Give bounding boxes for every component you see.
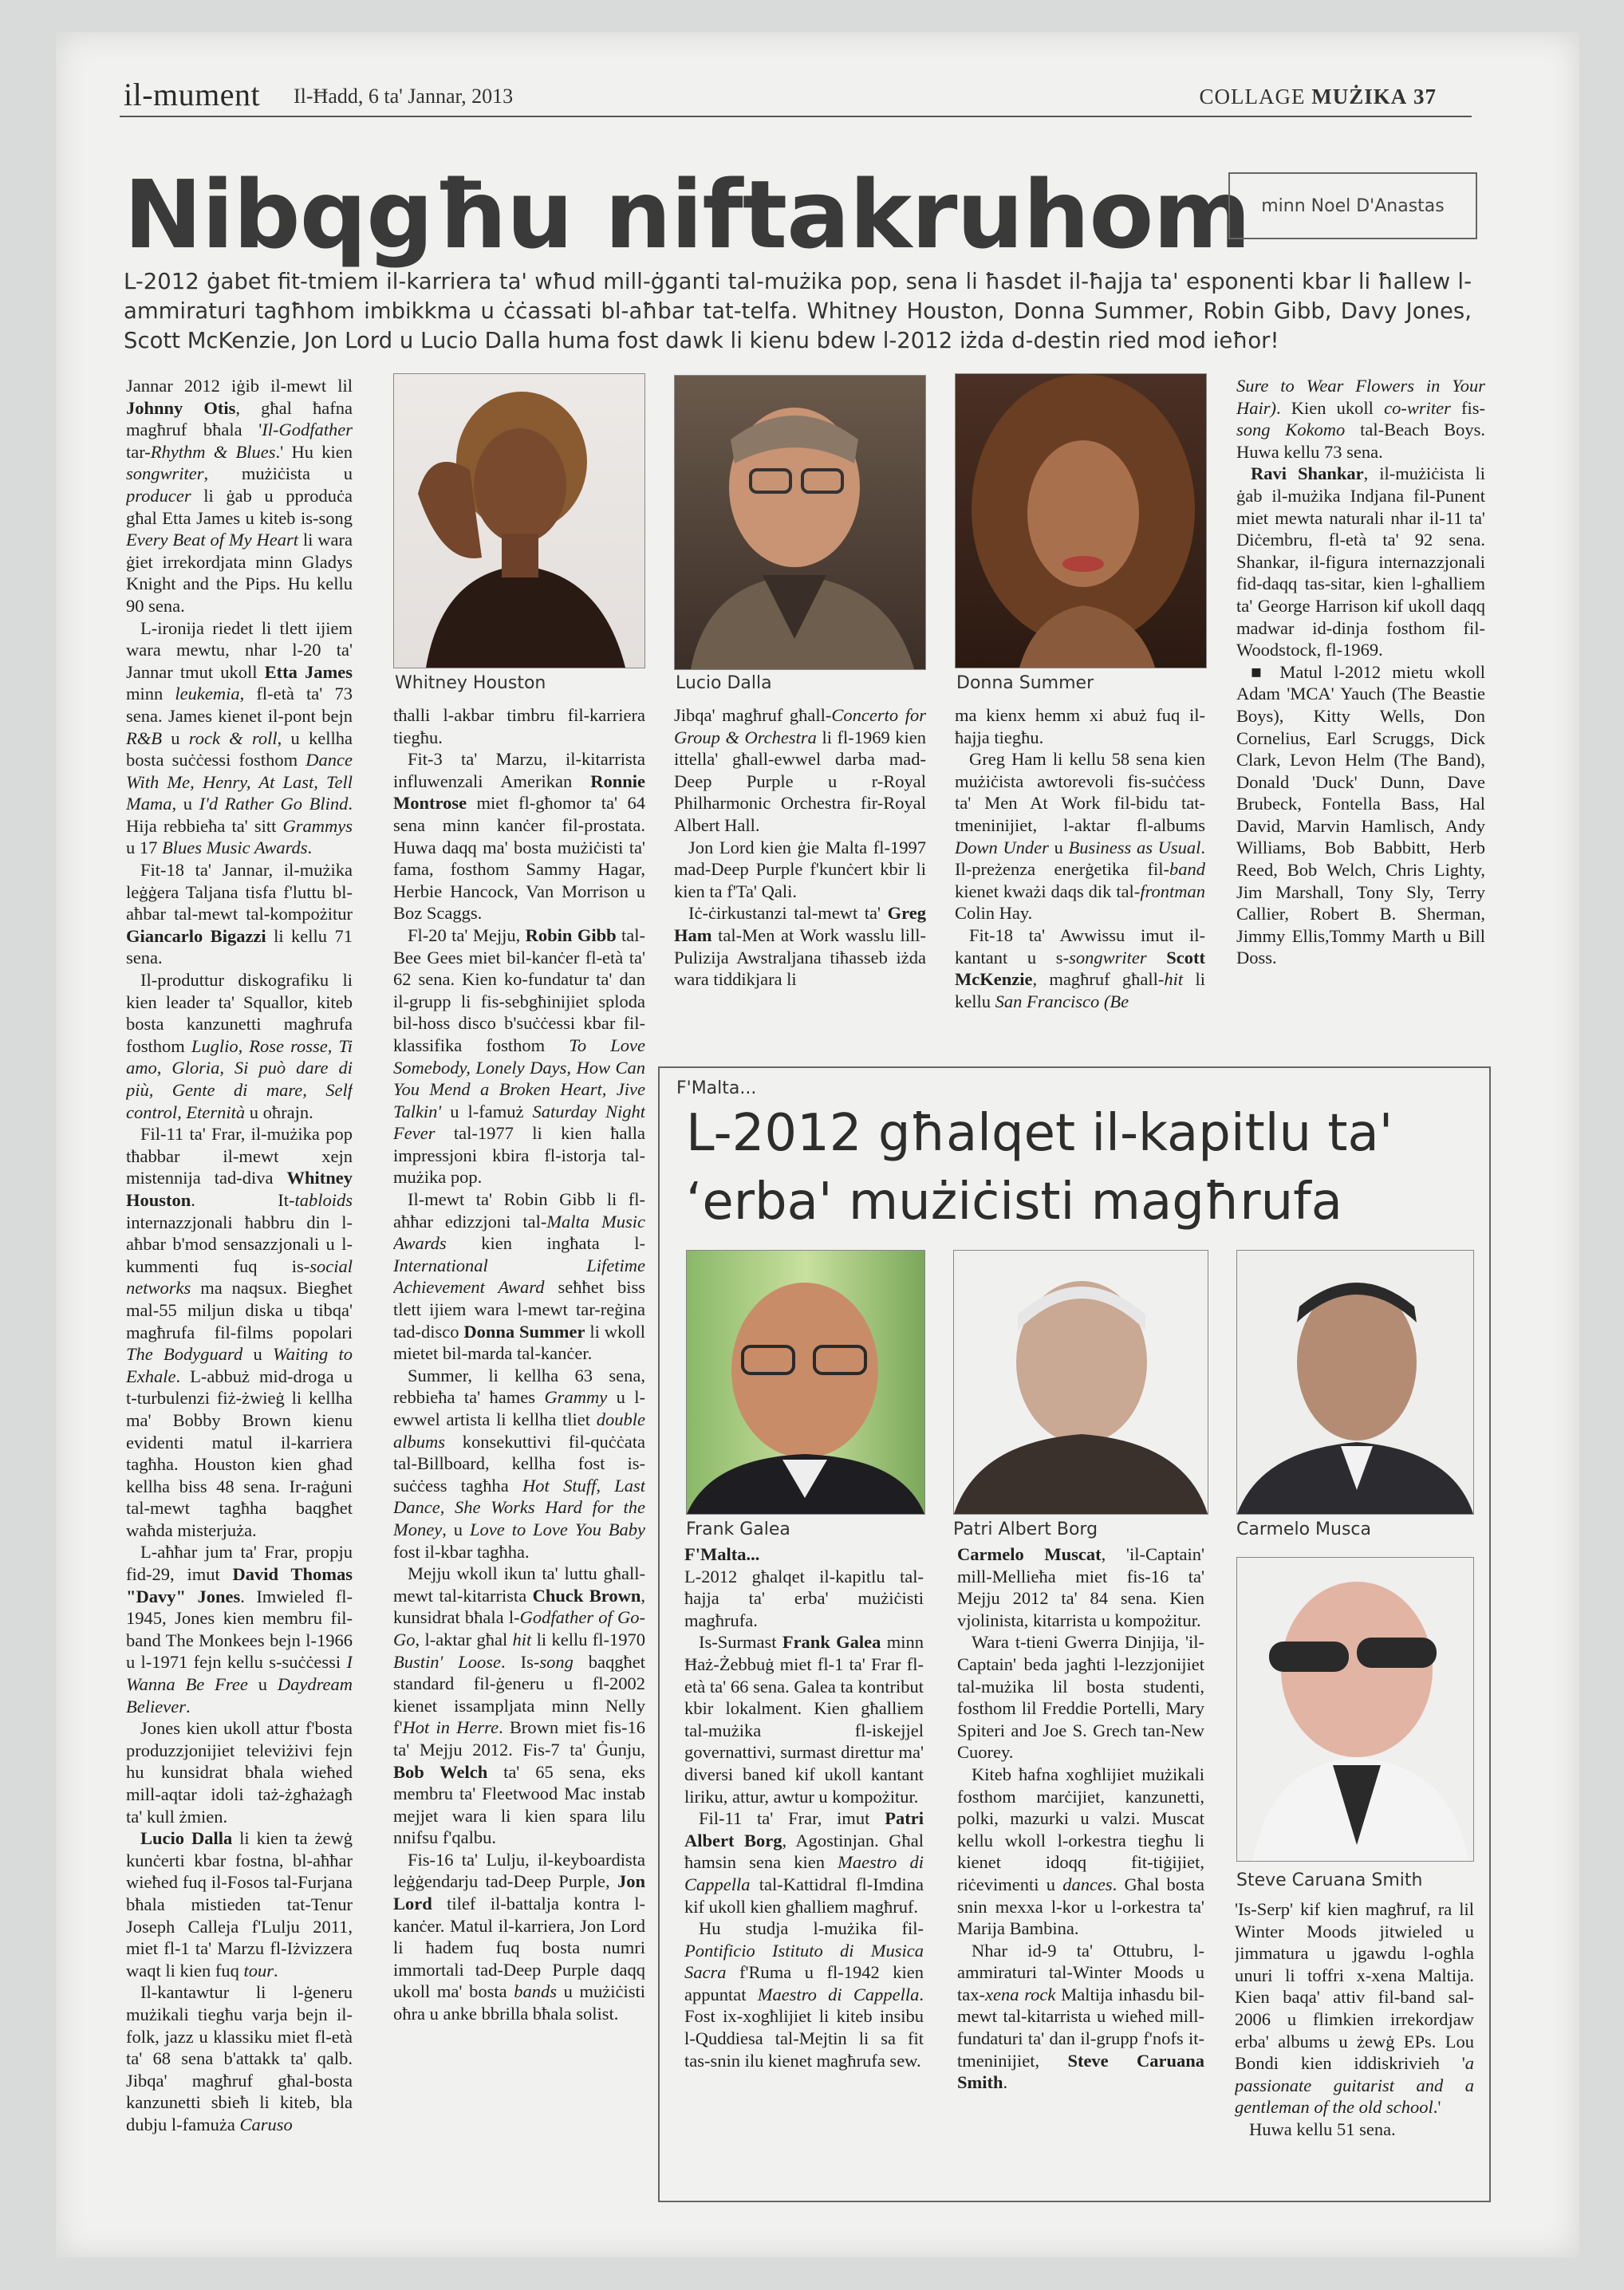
portrait-man-icon [954,1251,1208,1514]
page-number: 37 [1413,85,1437,108]
article-column-2: tħalli l-akbar timbru fil-karriera tiegħu. Fit-3 ta' Marzu, il-kitarrista influwenzali Amerikan Ronnie Montrose miet fl-għomor ta' 64 sena minn kanċer fil-prostata. Huwa daqq ma' bosta mużiċisti ta' fama, fosthom Sammy Hagar, Herbie Hancock, Van Morrison u Boz Scaggs. Fl-20 ta' Mejju, Robin Gibb tal-Bee Gees miet bil-kanċer fl-età ta' 62 sena. Kien ko-fundatur ta' dan il-grupp li fis-sebgħinijiet sploda bil-hoss disco b'suċċessi kbar fil-klassifika fosthom To Love Somebody, Lonely Days, How Can You Mend a Broken Heart, Jive Talkin' u l-famuż Saturday Night Fever tal-1977 li kien ħalla impressjoni kbira fl-istorja tal-mużika pop. Il-mewt ta' Robin Gibb li fl-aħħar edizzjoni tal-Malta Music Awards kien ingħata l-International Lifetime Achievement Award seħħet biss tlett ijiem wara l-mewt tar-reġina tad-disco Donna Summer li wkoll mietet bil-marda tal-kanċer. Summer, li kellha 63 sena, rebbieħa ta' ħames Grammy u l-ewwel artista li kellha tliet double albums konsekuttivi fil-quċċata tal-Billboard, kellha fost is-suċċess tagħha Hot Stuff, Last Dance, She Works Hard for the Money, u Love to Love You Baby fost il-kbar tagħha. Mejju wkoll ikun ta' luttu għall-mewt tal-kitarrista Chuck Brown, kunsidrat bħala l-Godfather of Go-Go, l-aktar għal hit li kellu fl-1970 Bustin' Loose. Is-song baqgħet standard fil-ġeneru u fl-2002 kienet issampljata minn Nelly f'Hot in Herre. Brown miet fis-16 ta' Mejju 2012. Fis-7 ta' Ġunju, Bob Welch ta' 65 sena, eks membru ta' Fleetwood Mac instab mejjet wara li kien spara lilu nnifsu f'qalbu. Fis-16 ta' Lulju, il-keyboardista leġġendarju tad-Deep Purple, Jon Lord tilef il-battalja kontra l-kanċer. Matul il-karriera, Jon Lord li ħadem fuq bosta numri immortali tad-Deep Purple daqq ukoll ma' bosta bands u mużiċisti oħra u anke bbrilla bħala solist. [393,705,645,2024]
article-headline: Nibqgħu niftakruhom [124,160,1251,270]
standfirst: L-2012 ġabet fit-tmiem il-karriera ta' wħud mill-ġganti tal-mużika pop, sena li ħasdet il-ħajja ta' esponenti kbar li ħallew l-ammiraturi tagħhom imbikkma u ċċassati bl-aħbar tat-telfa. Whitney Houston, Donna Summer, Robin Gibb, Davy Jones, Scott McKenzie, Jon Lord u Lucio Dalla huma fost dawk li kienu bdew l-2012 iżda d-destin ried mod ieħor! [124,269,1472,353]
byline: minn Noel D'Anastas [1228,172,1477,239]
box-kicker: F'Malta... [676,1078,757,1098]
photo-carmelo-musca [1236,1250,1474,1515]
photo-donna-summer [955,373,1207,668]
portrait-woman-icon [956,374,1206,668]
portrait-man-icon [687,1251,924,1514]
section-name: MUŻIKA [1311,85,1408,108]
caption-steve: Steve Caruana Smith [1236,1870,1423,1890]
photo-whitney-houston [393,373,645,668]
photo-lucio-dalla [674,375,926,670]
portrait-man-icon [675,376,925,669]
article-column-3: Jibqa' magħruf għall-Concerto for Group & Orchestra li fl-1969 kien ittella' għall-ewwel darba mad-Deep Purple u r-Royal Philharmonic Orchestra fir-Royal Albert Hall. Jon Lord kien ġie Malta fl-1997 mad-Deep Purple f'kunċert kbir li kien ta f'Ta' Qali. Iċ-ċirkustanzi tal-mewt ta' Greg Ham tal-Men at Work wasslu lill-Pulizija Awstraljana tiħasseb iżda wara tiddikjara li [674,705,926,990]
section-label: COLLAGE [1199,85,1306,108]
article-column-4: ma kienx hemm xi abuż fuq il-ħajja tiegħu. Greg Ham li kellu 58 sena kien mużiċista awtorevoli fis-suċċess ta' Men At Work fil-bidu tat-tmeninijiet, l-aktar fl-albums Down Under u Business as Usual. Il-preżenza enerġetika fil-band kienet kważi daqs dik tal-frontman Colin Hay. Fit-18 ta' Awwissu imut il-kantant u s-songwriter Scott McKenzie, magħruf għall-hit li kellu San Francisco (Be [955,705,1205,1011]
masthead-date: Il-Ħadd, 6 ta' Jannar, 2013 [294,85,514,108]
caption-lucio: Lucio Dalla [676,673,772,693]
portrait-man-icon [1237,1558,1473,1861]
box-column-1: F'Malta... L-2012 għalqet il-kapitlu tal-ħajja ta' erba' mużiċisti magħrufa. Is-Surmast Frank Galea minn Ħaż-Żebbuġ miet fl-1 ta' Frar fl-età ta' 66 sena. Galea ta kontribut kbir lokalment. Kien għalliem tal-mużika fl-iskejjel governattivi, surmast direttur ma' diversi baned kif ukoll kantant liriku, attur, awtur u kompożitur. Fil-11 ta' Frar, imut Patri Albert Borg, Agostinjan. Għal ħamsin sena kien Maestro di Cappella tal-Kattidral fl-Imdina kif ukoll kien għalliem magħruf. Hu studja l-mużika fil-Pontificio Istituto di Musica Sacra f'Ruma u fl-1942 kien appuntat Maestro di Cappella. Fost ix-xogħlijiet li kiteb insibu l-Quddiesa tal-Mejtin li sa fit tas-snin ilu kienet magħrufa sew. [684,1544,924,2071]
box-column-2: Carmelo Muscat, 'il-Captain' mill-Mellieħa miet fis-16 ta' Mejju 2012 ta' 84 sena. Kien vjolinista, kitarrista u kompożitur. Wara t-tieni Gwerra Dinjija, 'il-Captain' beda jagħti l-lezzjonijiet tal-mużika lil bosta studenti, fosthom lil Freddie Portelli, Mary Spiteri and Joe S. Grech tan-New Cuorey. Kiteb ħafna xogħlijiet mużikali fosthom marċijiet, kanzunetti, polki, mazurki u valzi. Muscat kellu wkoll l-orkestra tiegħu li kienet idoqq fit-tiġijiet, riċevimenti u dances. Għal bosta snin mexxa l-kor u l-orkestra ta' Marija Bambina. Nhar id-9 ta' Ottubru, l-ammiraturi tal-Winter Moods u tax-xena rock Maltija inħasdu bil-mewt tal-kitarrista u wieħed mill-fundaturi ta' dan il-grupp f'nofs it-tmeninijiet, Steve Caruana Smith. [957,1544,1204,2093]
box-title: L-2012 għalqet il-kapitlu ta' ‘erba' mużiċisti magħrufa [686,1104,1393,1232]
photo-frank-galea [686,1250,925,1515]
caption-albert: Patri Albert Borg [953,1519,1098,1539]
caption-donna: Donna Summer [956,673,1094,693]
article-column-5: Sure to Wear Flowers in Your Hair). Kien ukoll co-writer fis-song Kokomo tal-Beach Boys. Huwa kellu 73 sena. Ravi Shankar, il-mużiċista li ġab il-mużika Indjana fil-Punent miet mewta naturali nhar il-11 ta' Diċembru, fl-età ta' 92 sena. Shankar, il-figura internazzjonali fid-daqq tas-sitar, kien l-għalliem ta' George Harrison kif ukoll daqq madwar id-dinja fosthom fil-Woodstock, fl-1969. ■ Matul l-2012 mietu wkoll Adam 'MCA' Yauch (The Beastie Boys), Kitty Wells, Don Cornelius, Earl Scruggs, Dick Clark, Levon Helm (The Band), Donald 'Duck' Dunn, Dave Brubeck, Fontella Bass, Hal David, Marvin Hamlisch, Andy Williams, Bob Babbitt, Herb Reed, Bob Welch, Chris Lighty, Jim Marshall, Tony Sly, Terry Callier, Robert B. Sherman, Jimmy Ellis,Tommy Marth u Bill Doss. [1236,376,1485,968]
photo-albert-borg [953,1250,1208,1515]
photo-steve-caruana-smith [1236,1557,1474,1862]
caption-frank: Frank Galea [686,1519,790,1539]
masthead-brand: il-mument [124,77,261,112]
masthead-section [1200,85,1437,109]
masthead-rule [120,116,1472,117]
box-column-3: 'Is-Serp' kif kien magħruf, ra lil Winter Moods jitwieled u jimmatura u jgawdu l-ogħla unuri li toffri x-xena Maltija. Kien baqa' attiv fil-band sal-2006 u flimkien irrekordjaw erba' albums u żewġ EPs. Lou Bondi kien iddiskrivieh 'a passionate guitarist and a gentleman of the old school.' Huwa kellu 51 sena. [1235,1899,1474,2139]
caption-whitney: Whitney Houston [395,673,546,693]
portrait-woman-icon [394,374,644,668]
portrait-man-icon [1237,1251,1473,1514]
article-column-1: Jannar 2012 iġib il-mewt lil Johnny Otis, għal ħafna magħruf bħala 'Il-Godfather tar-Rhythm & Blues.' Hu kien songwriter, mużiċista u producer li ġab u pproduċa għal Etta James u kiteb is-song Every Beat of My Heart li wara ġiet irrekordjata minn Gladys Knight and the Pips. Hu kellu 90 sena. L-ironija riedet li tlett ijiem wara mewtu, nhar l-20 ta' Jannar tmut ukoll Etta James minn leukemia, fl-età ta' 73 sena. James kienet il-pont bejn R&B u rock & roll, u kellha bosta suċċessi fosthom Dance With Me, Henry, At Last, Tell Mama, u I'd Rather Go Blind. Hija rebbieħa ta' sitt Grammys u 17 Blues Music Awards. Fit-18 ta' Jannar, il-mużika leġġera Taljana tisfa f'luttu bl-aħbar tal-mewt tal-kompożitur Giancarlo Bigazzi li kellu 71 sena. Il-produttur diskografiku li kien leader ta' Squallor, kiteb bosta kanzunetti magħrufa fosthom Luglio, Rose rosse, Ti amo, Gloria, Si può dare di più, Gente di mare, Self control, Eternità u oħrajn. Fil-11 ta' Frar, il-mużika pop tħabbar il-mewt xejn mistennija tad-diva Whitney Houston. It-tabloids internazzjonali ħabbru din l-aħbar b'mod sensazzjonali u l-kummenti fuq is-social networks ma naqsux. Biegħet mal-55 miljun diska u tibqa' magħrufa fil-films popolari The Bodyguard u Waiting to Exhale. L-abbuż mid-droga u t-turbulenzi fiż-żwieġ li kellha ma' Bobby Brown kienu evidenti matul il-karriera tagħha. Houston kien għad kellha biss 48 sena. Ir-raġuni tal-mewt tagħha baqgħet waħda misterjuża. L-aħħar jum ta' Frar, propju fid-29, imut David Thomas "Davy" Jones. Imwieled fl-1945, Jones kien membru fil-band The Monkees bejn l-1966 u l-1971 fejn kellu s-suċċessi I Wanna Be Free u Daydream Believer. Jones kien ukoll attur f'bosta produzzjonijiet televiżivi fejn hu kunsidrat bħala wieħed mill-aqtar idoli taż-żgħażagħ ta' kull żmien. Lucio Dalla li kien ta żewġ kunċerti kbar fostna, bl-aħħar wieħed fuq il-Fosos tal-Furjana bħala mistieden tat-Tenur Joseph Calleja f'Lulju 2011, miet fl-1 ta' Marzu fl-Iżvizzera waqt li kien fuq tour. Il-kantawtur li l-ġeneru mużikali tiegħu varja bejn il-folk, jazz u klassiku miet fl-età ta' 68 sena b'attakk ta' qalb. Jibqa' magħruf għal-bosta kanzunetti sbieħ li kiteb, bla dubju l-famuża Caruso [126,376,353,2134]
caption-carmelo: Carmelo Musca [1236,1519,1371,1539]
